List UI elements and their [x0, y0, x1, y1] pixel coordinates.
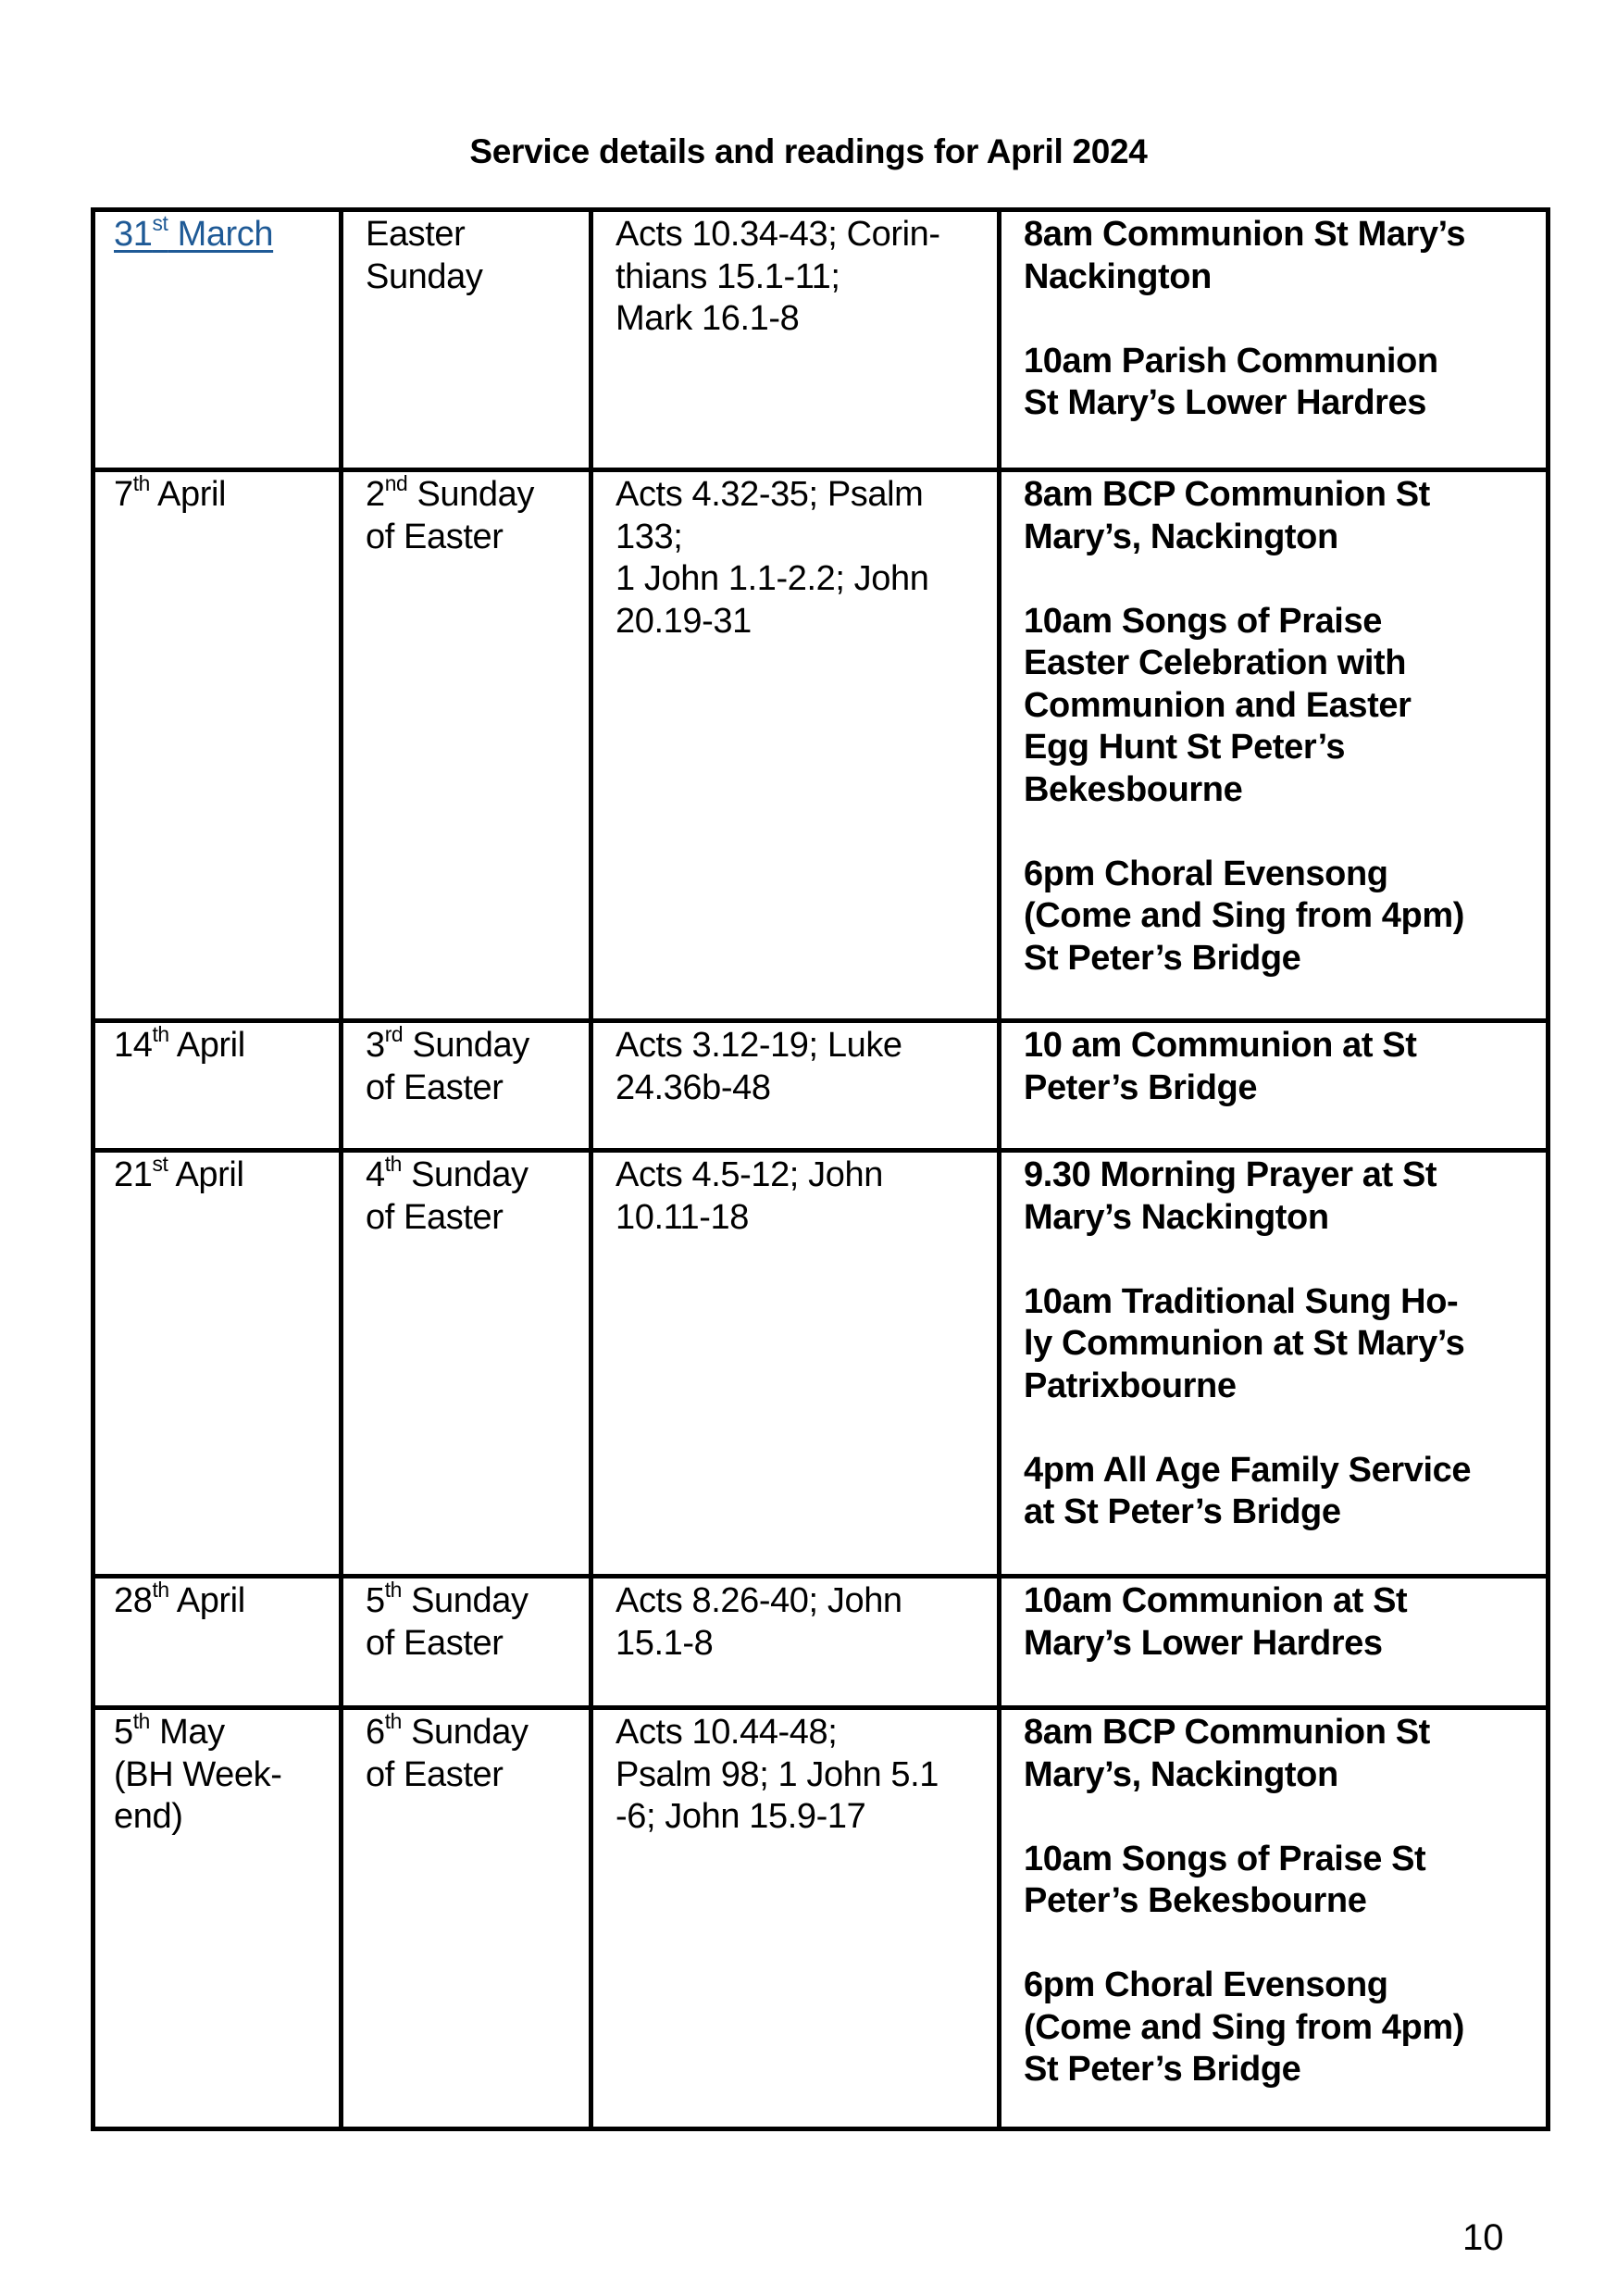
service-entry [1024, 1450, 1536, 1534]
reading-line: Acts 3.12-19; Luke [616, 1026, 902, 1065]
services-cell [997, 1578, 1546, 1705]
sunday-line: of Easter [366, 1197, 504, 1237]
services-cell [997, 472, 1546, 1018]
reading-line: -6; John 15.9-17 [616, 1797, 866, 1836]
reading-line: 15.1-8 [616, 1623, 714, 1663]
readings-cell [589, 1153, 997, 1574]
date-month: April [149, 475, 227, 514]
service-line: 10am Songs of Praise St [1024, 1839, 1426, 1878]
reading-line: Acts 4.32-35; Psalm [616, 475, 924, 514]
sunday-line: of Easter [366, 1067, 504, 1107]
service-line: 10am Songs of Praise [1024, 601, 1382, 641]
reading-line: 133; [616, 517, 683, 556]
service-line: St Peter’s Bridge [1024, 2050, 1301, 2089]
table-row [95, 468, 1546, 1018]
readings-cell [589, 1023, 997, 1148]
service-line: 9.30 Morning Prayer at St [1024, 1155, 1437, 1194]
date-label [114, 1154, 339, 1197]
readings-cell [589, 212, 997, 468]
date-ordinal: th [132, 1709, 150, 1734]
date-ordinal: st [152, 211, 168, 236]
date-cell [95, 1578, 339, 1705]
date-label [114, 1022, 339, 1067]
service-line: 10am Traditional Sung Ho- [1024, 1281, 1459, 1321]
sunday-ordinal: nd [384, 471, 408, 496]
date-cell [95, 1023, 339, 1148]
sunday-cell [339, 1710, 589, 2127]
service-line: 8am BCP Communion St [1024, 1713, 1430, 1752]
sunday-ordinal: rd [384, 1022, 404, 1047]
sunday-ordinal: th [384, 1578, 402, 1603]
page-number: 10 [1462, 2217, 1504, 2258]
reading-line: Mark 16.1-8 [616, 299, 800, 338]
service-line: (Come and Sing from 4pm) [1024, 2007, 1464, 2047]
date-day: 14 [114, 1026, 153, 1065]
date-ordinal: th [152, 1022, 169, 1047]
reading-line: Acts 4.5-12; John [616, 1155, 883, 1194]
service-line: 6pm Choral Evensong [1024, 1965, 1388, 2004]
readings-cell [589, 472, 997, 1018]
date-day: 31 [114, 215, 153, 254]
sunday-ordinal: th [384, 1152, 402, 1177]
services-cell [997, 212, 1546, 468]
date-day: 7 [114, 475, 133, 514]
service-line: Mary’s Lower Hardres [1024, 1623, 1383, 1663]
date-day: 5 [114, 1713, 133, 1752]
date-day: 28 [114, 1581, 153, 1620]
date-ordinal: th [152, 1578, 169, 1603]
service-entry [1024, 474, 1536, 558]
sunday-line: of Easter [366, 1754, 504, 1794]
service-entry [1024, 341, 1536, 425]
service-line: Easter Celebration with [1024, 643, 1407, 682]
sunday-word: Sunday [401, 1581, 529, 1620]
reading-line: Psalm 98; 1 John 5.1 [616, 1754, 939, 1794]
service-entry [1024, 1025, 1536, 1109]
date-ordinal: th [132, 471, 150, 496]
service-line: St Peter’s Bridge [1024, 938, 1301, 978]
date-month: April [168, 1155, 244, 1194]
date-cell [95, 212, 339, 468]
sunday-label [366, 1022, 589, 1067]
reading-line: 20.19-31 [616, 601, 752, 641]
sunday-number: 4 [366, 1155, 385, 1194]
service-line: (Come and Sing from 4pm) [1024, 896, 1464, 935]
services-cell [997, 1153, 1546, 1574]
sunday-line: Easter [366, 215, 466, 254]
service-line: 6pm Choral Evensong [1024, 854, 1388, 893]
service-entry [1024, 854, 1536, 980]
service-entry [1024, 1965, 1536, 2091]
sunday-line: of Easter [366, 1623, 504, 1663]
reading-line: 10.11-18 [616, 1197, 749, 1237]
reading-line: Acts 10.44-48; [616, 1713, 838, 1752]
table-row [95, 212, 1546, 468]
sunday-cell [339, 212, 589, 468]
service-entry [1024, 214, 1536, 298]
sunday-word: Sunday [407, 475, 534, 514]
date-label [114, 1580, 339, 1623]
sunday-label [366, 1709, 589, 1754]
sunday-ordinal: th [384, 1709, 402, 1734]
service-line: Communion and Easter [1024, 685, 1412, 725]
page-title: Service details and readings for April 2024 [469, 132, 1148, 170]
date-month: March [168, 215, 274, 254]
reading-line: Acts 8.26-40; John [616, 1581, 902, 1620]
service-line: Mary’s, Nackington [1024, 517, 1338, 556]
readings-cell [589, 1710, 997, 2127]
service-line: 4pm All Age Family Service [1024, 1450, 1472, 1490]
service-line: Egg Hunt St Peter’s [1024, 728, 1346, 767]
service-line: Peter’s Bridge [1024, 1067, 1258, 1107]
service-line: 8am Communion St Mary’s [1024, 215, 1466, 254]
sunday-number: 6 [366, 1713, 385, 1752]
sunday-number: 5 [366, 1581, 385, 1620]
date-month: April [168, 1026, 245, 1065]
reading-line: 1 John 1.1-2.2; John [616, 559, 929, 598]
date-label [114, 471, 339, 517]
sunday-label [366, 1154, 589, 1197]
date-label [114, 1709, 339, 1754]
sunday-cell [339, 1153, 589, 1574]
sunday-number: 2 [366, 475, 385, 514]
sunday-cell [339, 472, 589, 1018]
service-entry [1024, 1154, 1536, 1239]
sunday-number: 3 [366, 1026, 385, 1065]
reading-line: Acts 10.34-43; Corin- [616, 215, 940, 254]
service-entry [1024, 1712, 1536, 1796]
table-row [95, 1148, 1546, 1574]
sunday-line: of Easter [366, 517, 504, 556]
service-line: 10am Communion at St [1024, 1581, 1408, 1620]
date-cell [95, 1710, 339, 2127]
table-row [95, 1018, 1546, 1148]
service-line: 8am BCP Communion St [1024, 475, 1430, 514]
sunday-word: Sunday [401, 1713, 529, 1752]
service-entry [1024, 1839, 1536, 1923]
service-line: Peter’s Bekesbourne [1024, 1881, 1367, 1920]
date-cell [95, 1153, 339, 1574]
service-line: St Mary’s Lower Hardres [1024, 383, 1426, 422]
services-cell [997, 1023, 1546, 1148]
reading-line: thians 15.1-11; [616, 256, 840, 296]
service-line: Nackington [1024, 256, 1212, 296]
sunday-word: Sunday [403, 1026, 529, 1065]
service-entry [1024, 1281, 1536, 1408]
date-ordinal: st [152, 1152, 168, 1177]
date-cell [95, 472, 339, 1018]
service-entry [1024, 601, 1536, 812]
sunday-word: Sunday [401, 1155, 529, 1194]
date-note: (BH Week- [114, 1754, 282, 1794]
service-line: Patrixbourne [1024, 1366, 1237, 1405]
service-line: Mary’s, Nackington [1024, 1754, 1338, 1794]
table-row [95, 1705, 1546, 2127]
readings-cell [589, 1578, 997, 1705]
sunday-line: Sunday [366, 256, 483, 296]
service-line: 10am Parish Communion [1024, 341, 1438, 381]
sunday-cell [339, 1023, 589, 1148]
date-month: May [149, 1713, 225, 1752]
service-line: ly Communion at St Mary’s [1024, 1324, 1465, 1363]
service-table [91, 207, 1550, 2131]
sunday-label [366, 1580, 589, 1623]
service-line: 10 am Communion at St [1024, 1026, 1417, 1065]
service-line: Bekesbourne [1024, 769, 1243, 809]
service-line: Mary’s Nackington [1024, 1197, 1329, 1237]
date-link[interactable] [114, 211, 339, 256]
date-month: April [168, 1581, 245, 1620]
sunday-label [366, 471, 589, 517]
service-line: at St Peter’s Bridge [1024, 1492, 1341, 1531]
table-row [95, 1574, 1546, 1705]
service-entry [1024, 1580, 1536, 1665]
services-cell [997, 1710, 1546, 2127]
reading-line: 24.36b-48 [616, 1067, 771, 1107]
date-note: end) [114, 1797, 183, 1836]
date-day: 21 [114, 1155, 153, 1194]
sunday-cell [339, 1578, 589, 1705]
